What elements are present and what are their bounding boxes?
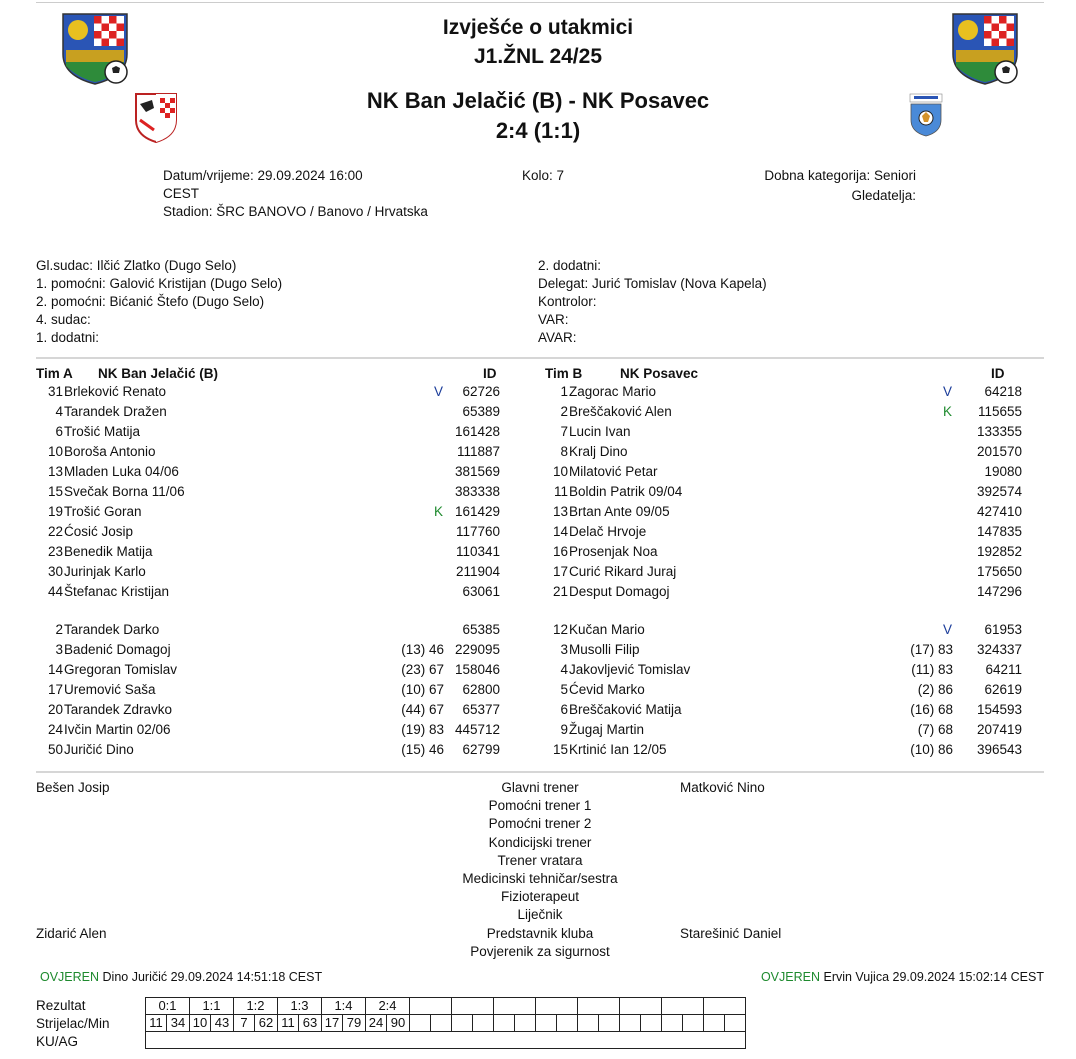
verified-by-right: Ervin Vujica 29.09.2024 15:02:14 CEST [823, 970, 1044, 984]
player-name: Curić Rikard Juraj [569, 564, 677, 579]
scorer-number-cell: 11 [278, 1015, 299, 1032]
verified-by-left: Dino Juričić 29.09.2024 14:51:18 CEST [102, 970, 323, 984]
verified-label-left: OVJEREN [40, 970, 100, 984]
player-name: Tarandek Zdravko [64, 702, 173, 717]
result-cell: 1:4 [322, 998, 366, 1015]
player-id: 61953 [984, 622, 1022, 637]
substitution-info: V [943, 622, 953, 637]
player-number: 20 [47, 702, 63, 717]
player-id: 62799 [462, 742, 500, 757]
team-a-id-header: ID [483, 366, 497, 381]
scorer-minute-cell: 34 [167, 1015, 190, 1032]
player-number: 15 [552, 742, 568, 757]
player-number: 17 [552, 564, 568, 579]
staff-role-2: Pomoćni trener 2 [488, 816, 592, 832]
player-id: 381569 [454, 464, 500, 479]
match-round: Kolo: 7 [522, 168, 565, 183]
empty-result-cell [536, 998, 578, 1015]
empty-scorer-cell [515, 1015, 536, 1032]
player-name: Desput Domagoj [569, 584, 670, 599]
player-number: 4 [560, 662, 568, 677]
player-number: 13 [47, 464, 63, 479]
player-number: 8 [560, 444, 568, 459]
team-a-label: Tim A [36, 366, 73, 381]
verified-label-right: OVJEREN [760, 970, 820, 984]
player-number: 7 [560, 424, 568, 439]
player-id: 117760 [455, 524, 500, 539]
substitution-info: (15) 46 [401, 742, 444, 757]
player-role-mark: K [943, 404, 953, 419]
empty-scorer-cell [452, 1015, 473, 1032]
player-id: 396543 [976, 742, 1022, 757]
player-id: 147835 [976, 524, 1022, 539]
staff-role-0: Glavni trener [501, 780, 579, 795]
player-number: 2 [55, 622, 63, 637]
player-id: 65389 [462, 404, 500, 419]
age-category: Dobna kategorija: Seniori [764, 168, 916, 183]
report-title: Izvješće o utakmici [442, 16, 634, 39]
verification-left [40, 970, 322, 984]
staff-role-5: Medicinski tehničar/sestra [462, 871, 618, 886]
player-number: 13 [552, 504, 568, 519]
empty-result-cell [662, 998, 704, 1015]
official-right-0: 2. dodatni: [538, 258, 602, 273]
player-name: Jurinjak Karlo [64, 564, 146, 579]
staff-role-7: Liječnik [517, 907, 563, 923]
player-id: 62726 [462, 384, 500, 399]
result-cell: 0:1 [146, 998, 190, 1015]
substitution-info: (16) 68 [910, 702, 953, 717]
staff-role-3: Kondicijski trener [488, 834, 592, 850]
team-a-name: NK Ban Jelačić (B) [98, 366, 219, 381]
player-name: Boroša Antonio [64, 444, 156, 459]
team-b-head-coach: Matković Nino [680, 780, 765, 795]
player-name: Juričić Dino [64, 742, 134, 757]
ku-ag-label: KU/AG [36, 1034, 79, 1049]
player-number: 16 [552, 544, 568, 559]
player-name: Žugaj Martin [569, 722, 645, 737]
substitution-info: (10) 86 [910, 742, 953, 757]
score-table [145, 997, 746, 1049]
county-crest-right [948, 6, 1022, 86]
empty-result-cell [578, 998, 620, 1015]
empty-scorer-cell [662, 1015, 683, 1032]
player-id: 158046 [454, 662, 500, 677]
empty-result-cell [704, 998, 746, 1015]
player-id: 161428 [454, 424, 500, 439]
empty-scorer-cell [725, 1015, 746, 1032]
player-number: 24 [47, 722, 63, 737]
player-name: Mladen Luka 04/06 [64, 464, 179, 479]
player-number: 5 [560, 682, 568, 697]
empty-scorer-cell [536, 1015, 557, 1032]
player-name: Breščaković Matija [569, 702, 682, 717]
official-left-1: 1. pomoćni: Galović Kristijan (Dugo Selo) [36, 276, 283, 291]
empty-scorer-cell [620, 1015, 641, 1032]
player-number: 4 [55, 404, 63, 419]
player-id: 383338 [454, 484, 500, 499]
player-id: 427410 [976, 504, 1022, 519]
team-a-head-coach: Bešen Josip [36, 780, 110, 795]
scorer-number-cell: 10 [190, 1015, 211, 1032]
empty-scorer-cell [578, 1015, 599, 1032]
player-name: Uremović Saša [64, 682, 156, 697]
player-name: Delač Hrvoje [569, 524, 647, 539]
staff-role-6: Fizioterapeut [500, 889, 580, 905]
player-number: 19 [47, 504, 63, 519]
team-a-club-rep: Zidarić Alen [36, 926, 107, 941]
substitution-info: (10) 67 [401, 682, 444, 697]
empty-scorer-cell [494, 1015, 515, 1032]
player-number: 21 [552, 584, 568, 599]
player-number: 1 [560, 384, 568, 399]
player-id: 154593 [976, 702, 1022, 717]
player-name: Brtan Ante 09/05 [569, 504, 670, 519]
result-cell: 1:1 [190, 998, 234, 1015]
player-name: Boldin Patrik 09/04 [569, 484, 683, 499]
player-id: 192852 [976, 544, 1022, 559]
empty-scorer-cell [641, 1015, 662, 1032]
club-crest-posavec [908, 92, 944, 138]
player-number: 50 [47, 742, 63, 757]
player-name: Ćosić Josip [64, 524, 134, 539]
staff-role-9: Povjerenik za sigurnost [470, 943, 610, 959]
official-left-0: Gl.sudac: Ilčić Zlatko (Dugo Selo) [36, 258, 237, 273]
player-id: 175650 [976, 564, 1022, 579]
substitution-info: (13) 46 [401, 642, 444, 657]
scorer-number-cell: 7 [234, 1015, 255, 1032]
scorer-label: Strijelac/Min [36, 1016, 110, 1031]
match-datetime: Datum/vrijeme: 29.09.2024 16:00 [163, 168, 363, 183]
county-crest-left [58, 6, 132, 86]
empty-scorer-cell [599, 1015, 620, 1032]
player-id: 229095 [454, 642, 500, 657]
player-number: 10 [47, 444, 63, 459]
divider-rosters [36, 771, 1044, 773]
empty-result-cell [620, 998, 662, 1015]
player-number: 31 [47, 384, 63, 399]
player-name: Zagorac Mario [569, 384, 657, 399]
player-id: 133355 [976, 424, 1022, 439]
empty-scorer-cell [473, 1015, 494, 1032]
player-name: Lucin Ivan [569, 424, 631, 439]
player-number: 9 [560, 722, 568, 737]
ku-ag-cell [146, 1032, 746, 1049]
substitution-info: (23) 67 [401, 662, 444, 677]
player-number: 10 [552, 464, 568, 479]
top-rule [36, 2, 1044, 3]
player-name: Ćevid Marko [569, 682, 645, 697]
empty-result-cell [494, 998, 536, 1015]
substitution-info: (17) 83 [910, 642, 953, 657]
player-number: 6 [55, 424, 63, 439]
player-role-mark: V [434, 384, 444, 399]
player-id: 147296 [976, 584, 1022, 599]
player-name: Benedik Matija [64, 544, 153, 559]
player-number: 3 [560, 642, 568, 657]
result-cell: 1:2 [234, 998, 278, 1015]
scorer-number-cell: 24 [366, 1015, 387, 1032]
player-id: 65377 [462, 702, 500, 717]
player-id: 110341 [455, 544, 500, 559]
player-id: 65385 [462, 622, 500, 637]
player-name: Prosenjak Noa [569, 544, 658, 559]
empty-scorer-cell [557, 1015, 578, 1032]
player-number: 14 [552, 524, 568, 539]
player-name: Krtinić Ian 12/05 [569, 742, 667, 757]
scorer-number-cell: 11 [146, 1015, 167, 1032]
player-id: 445712 [454, 722, 500, 737]
player-name: Trošić Goran [64, 504, 142, 519]
team-b-id-header: ID [991, 366, 1005, 381]
player-name: Kralj Dino [569, 444, 628, 459]
player-id: 207419 [976, 722, 1022, 737]
empty-scorer-cell [410, 1015, 431, 1032]
player-name: Ivčin Martin 02/06 [64, 722, 171, 737]
player-number: 15 [47, 484, 63, 499]
player-name: Brleković Renato [64, 384, 167, 399]
player-number: 6 [560, 702, 568, 717]
player-number: 17 [47, 682, 63, 697]
scorer-minute-cell: 62 [255, 1015, 278, 1032]
player-number: 23 [47, 544, 63, 559]
match-score: 2:4 (1:1) [495, 118, 581, 143]
player-name: Badenić Domagoj [64, 642, 171, 657]
player-id: 64211 [985, 662, 1022, 677]
staff-role-8: Predstavnik kluba [486, 925, 594, 941]
empty-scorer-cell [431, 1015, 452, 1032]
player-number: 22 [47, 524, 63, 539]
empty-scorer-cell [683, 1015, 704, 1032]
divider-officials [36, 357, 1044, 359]
player-name: Musolli Filip [569, 642, 640, 657]
player-number: 11 [553, 484, 568, 499]
player-name: Breščaković Alen [569, 404, 672, 419]
player-number: 44 [47, 584, 63, 599]
empty-result-cell [452, 998, 494, 1015]
player-role-mark: K [434, 504, 444, 519]
substitution-info: (11) 83 [911, 662, 953, 677]
player-id: 161429 [454, 504, 500, 519]
verification-right [761, 970, 1044, 984]
substitution-info: (7) 68 [917, 722, 953, 737]
player-name: Svečak Borna 11/06 [64, 484, 185, 499]
team-b-club-rep: Starešinić Daniel [680, 926, 782, 941]
staff-role-1: Pomoćni trener 1 [488, 798, 592, 814]
player-id: 115655 [977, 404, 1022, 419]
player-id: 324337 [976, 642, 1022, 657]
match-stadium: Stadion: ŠRC BANOVO / Banovo / Hrvatska [163, 204, 428, 219]
spectators: Gledatelja: [851, 188, 916, 203]
scorer-minute-cell: 79 [343, 1015, 366, 1032]
player-number: 30 [47, 564, 63, 579]
official-right-1: Delegat: Jurić Tomislav (Nova Kapela) [538, 276, 767, 291]
substitution-info: (19) 83 [401, 722, 444, 737]
player-name: Tarandek Darko [64, 622, 160, 637]
official-left-4: 1. dodatni: [36, 330, 100, 345]
scorer-number-cell: 17 [322, 1015, 343, 1032]
match-title: NK Ban Jelačić (B) - NK Posavec [366, 88, 710, 113]
player-id: 201570 [976, 444, 1022, 459]
scorer-minute-cell: 63 [299, 1015, 322, 1032]
scorer-minute-cell: 43 [211, 1015, 234, 1032]
official-left-3: 4. sudac: [36, 312, 91, 327]
player-name: Trošić Matija [64, 424, 141, 439]
empty-scorer-cell [704, 1015, 725, 1032]
player-number: 12 [552, 622, 568, 637]
player-role-mark: V [943, 384, 953, 399]
player-name: Tarandek Dražen [64, 404, 167, 419]
player-number: 14 [47, 662, 63, 677]
empty-result-cell [410, 998, 452, 1015]
club-crest-ban-jelacic [132, 90, 180, 144]
staff-role-4: Trener vratara [497, 852, 583, 868]
official-right-2: Kontrolor: [538, 294, 597, 309]
player-name: Gregoran Tomislav [64, 662, 178, 677]
player-name: Jakovljević Tomislav [569, 662, 691, 677]
official-left-2: 2. pomoćni: Bićanić Štefo (Dugo Selo) [36, 294, 265, 309]
player-id: 64218 [984, 384, 1022, 399]
official-right-3: VAR: [538, 312, 569, 327]
player-name: Milatović Petar [569, 464, 658, 479]
substitution-info: (2) 86 [917, 682, 953, 697]
player-id: 392574 [976, 484, 1022, 499]
player-id: 211904 [455, 564, 500, 579]
player-number: 3 [55, 642, 63, 657]
player-id: 62619 [984, 682, 1022, 697]
player-name: Štefanac Kristijan [64, 584, 170, 599]
scorer-minute-cell: 90 [387, 1015, 410, 1032]
team-b-name: NK Posavec [620, 366, 699, 381]
player-id: 63061 [462, 584, 500, 599]
player-name: Kučan Mario [569, 622, 645, 637]
result-cell: 2:4 [366, 998, 410, 1015]
official-right-4: AVAR: [538, 330, 577, 345]
result-label: Rezultat [36, 998, 86, 1013]
result-cell: 1:3 [278, 998, 322, 1015]
league-title: J1.ŽNL 24/25 [473, 45, 603, 68]
match-timezone: CEST [163, 186, 200, 201]
player-id: 62800 [462, 682, 500, 697]
team-b-label: Tim B [545, 366, 583, 381]
player-id: 111887 [456, 444, 500, 459]
player-id: 19080 [984, 464, 1022, 479]
substitution-info: (44) 67 [401, 702, 444, 717]
player-number: 2 [560, 404, 568, 419]
